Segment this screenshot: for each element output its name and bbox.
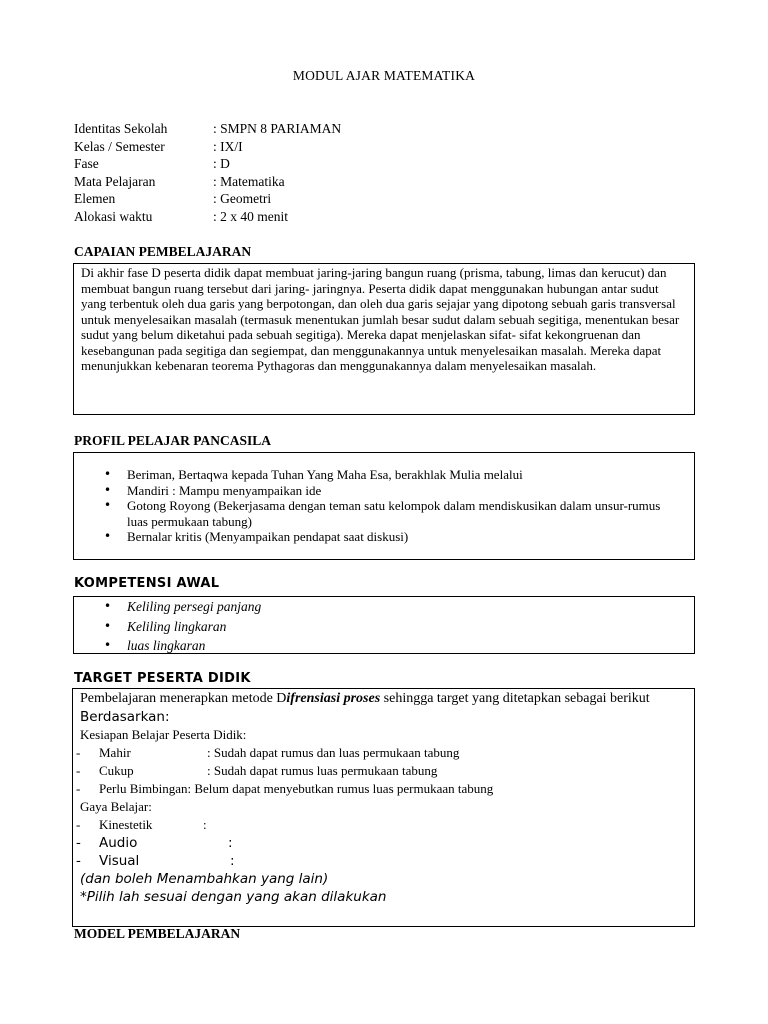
kesiapan-desc: : Sudah dapat rumus luas permukaan tabung xyxy=(207,763,438,778)
list-item: • Beriman, Bertaqwa kepada Tuhan Yang Maha Esa, berakhlak Mulia melalui xyxy=(74,467,694,483)
dash: - xyxy=(76,835,81,851)
identity-label: Kelas / Semester xyxy=(74,138,165,154)
target-intro-suffix: sehingga target yang ditetapkan sebagai berikut xyxy=(380,691,650,706)
gaya-row xyxy=(76,816,687,834)
gaya-type: Audio xyxy=(99,835,138,851)
identity-value: : SMPN 8 PARIAMAN xyxy=(213,121,342,136)
gaya-value: : xyxy=(228,835,233,851)
identity-label: Mata Pelajaran xyxy=(74,173,156,189)
kesiapan-row xyxy=(76,744,687,762)
dash: - xyxy=(76,745,81,760)
identity-label: Identitas Sekolah xyxy=(74,121,168,136)
gaya-row xyxy=(76,852,687,870)
gaya-label: Gaya Belajar: xyxy=(80,799,152,814)
list-item: • Keliling lingkaran xyxy=(74,617,694,637)
gaya-type: Kinestetik xyxy=(99,817,153,832)
identity-row xyxy=(74,208,341,226)
kesiapan-level: Perlu Bimbingan xyxy=(99,781,188,796)
kompetensi-heading: KOMPETENSI AWAL xyxy=(74,576,220,591)
identity-row xyxy=(74,155,341,173)
kesiapan-desc: : Belum dapat menyebutkan rumus luas permukaan tabung xyxy=(187,781,494,796)
dash: - xyxy=(76,781,81,796)
identity-value: : 2 x 40 menit xyxy=(213,208,288,224)
kesiapan-desc: : Sudah dapat rumus dan luas permukaan tabung xyxy=(207,745,460,760)
identity-row xyxy=(74,138,341,156)
identity-row xyxy=(74,173,341,191)
dash: - xyxy=(76,853,81,869)
profil-heading: PROFIL PELAJAR PANCASILA xyxy=(74,433,272,448)
target-heading: TARGET PESERTA DIDIK xyxy=(74,671,251,686)
identity-row xyxy=(74,120,341,138)
identity-value: : IX/I xyxy=(213,138,243,154)
kesiapan-level: Cukup xyxy=(99,763,134,778)
kompetensi-list xyxy=(74,597,694,656)
identity-table xyxy=(74,120,341,225)
list-item: • Bernalar kritis (Menyampaikan pendapat saat diskusi) xyxy=(74,529,694,545)
gaya-value: : xyxy=(230,853,235,869)
identity-label: Alokasi waktu xyxy=(74,208,153,224)
berdasarkan-label: Berdasarkan: xyxy=(80,709,170,725)
identity-value: : Matematika xyxy=(213,173,285,189)
list-item: • Gotong Royong (Bekerjasama dengan teman satu kelompok dalam mendiskusikan dalam unsur-rumus luas permukaan tabung) xyxy=(74,498,694,529)
kompetensi-box xyxy=(73,596,695,654)
gaya-value: : xyxy=(203,817,207,832)
target-intro xyxy=(80,690,687,708)
kesiapan-row xyxy=(76,762,687,780)
identity-value: : D xyxy=(213,156,230,171)
gaya-type: Visual xyxy=(99,853,140,869)
note-pilih: *Pilih lah sesuai dengan yang akan dilakukan xyxy=(80,889,387,905)
dash: - xyxy=(76,817,81,832)
identity-row xyxy=(74,190,341,208)
list-item: • luas lingkaran xyxy=(74,636,694,656)
kesiapan-level: Mahir xyxy=(99,745,131,760)
kesiapan-row xyxy=(76,780,687,798)
capaian-text: Di akhir fase D peserta didik dapat membuat jaring-jaring bangun ruang (prisma, tabung, limas dan kerucut) dan membuat bangun ruang tersebut dari jaring- jaringnya. Peserta didik dapat menggunakan hubungan antar sudut yang terbentuk oleh dua garis yang berpotongan, dan oleh dua garis sejajar yang dipotong sebuah garis transversal untuk menyelesaikan masalah (termasuk menentukan jumlah besar sudut dalam sebuah segitiga, menentukan besar sudut yang belum diketahui pada sebuah segitiga). Mereka dapat menjelaskan sifat- sifat kekongruenan dan kesebangunan pada segitiga dan segiempat, dan menggunakannya untuk menyelesaikan masalah. Mereka dapat menunjukkan kebenaran teorema Pythagoras dan menggunakannya dalam menyelesaikan masalah. xyxy=(81,265,680,373)
list-item: • Keliling persegi panjang xyxy=(74,597,694,617)
list-item: • Mandiri : Mampu menyampaikan ide xyxy=(74,483,694,499)
capaian-heading: CAPAIAN PEMBELAJARAN xyxy=(74,244,252,259)
profil-list xyxy=(74,467,694,545)
gaya-row xyxy=(76,834,687,852)
kesiapan-label: Kesiapan Belajar Peserta Didik: xyxy=(80,727,247,742)
identity-value: : Geometri xyxy=(213,191,272,206)
note-tambahan: (dan boleh Menambahkan yang lain) xyxy=(80,871,329,887)
identity-label: Fase xyxy=(74,156,99,171)
target-intro-prefix: Pembelajaran menerapkan metode D xyxy=(80,691,287,706)
target-box xyxy=(72,688,695,927)
document-title: MODUL AJAR MATEMATIKA xyxy=(292,68,476,83)
dash: - xyxy=(76,763,81,778)
model-heading: MODEL PEMBELAJARAN xyxy=(74,926,241,941)
profil-box xyxy=(73,452,695,560)
capaian-box xyxy=(73,263,695,415)
identity-label: Elemen xyxy=(74,191,116,206)
target-intro-emphasis: ifrensiasi proses xyxy=(286,691,381,706)
